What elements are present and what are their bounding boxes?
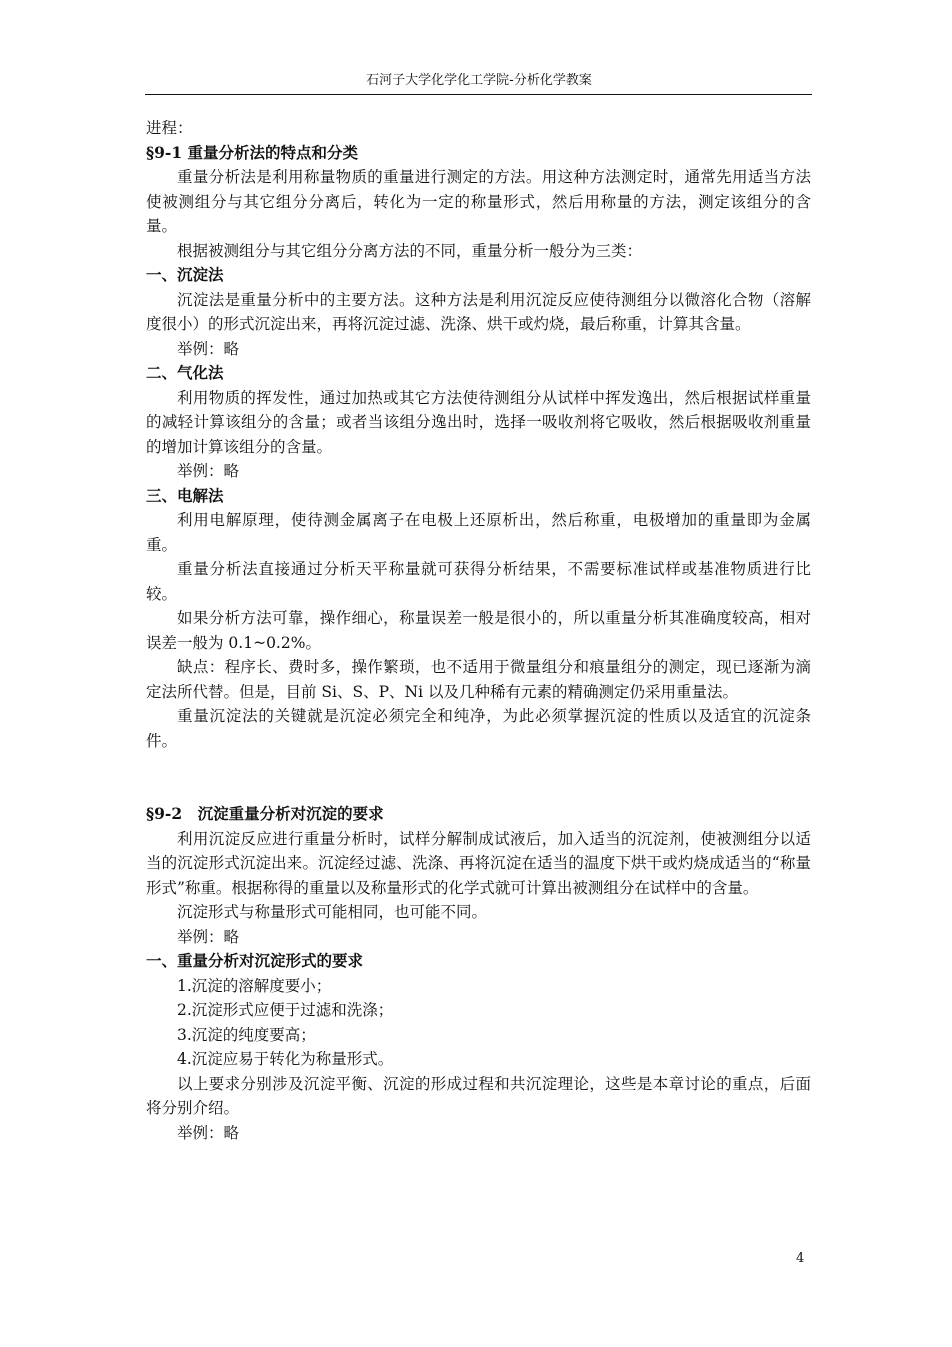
- paragraph: 根据被测组分与其它组分分离方法的不同，重量分析一般分为三类：: [177, 241, 643, 260]
- list-item: 1.沉淀的溶解度要小；: [177, 976, 332, 995]
- page-number: 4: [796, 1251, 805, 1266]
- paragraph: 利用沉淀反应进行重量分析时，试样分解制成试液后，加入适当的沉淀剂，使被测组分以适当的沉淀形式沉淀出来。沉淀经过滤、洗涤、再将沉淀在适当的温度下烘干或灼烧成适当的“称量形式”称重。根据称得的重量以及称量形式的化学式就可计算出被测组分在试样中的含量。: [146, 829, 811, 897]
- method-electrolysis-heading: 三、电解法: [146, 485, 224, 505]
- list-item: 2.沉淀形式应便于过滤和洗涤；: [177, 1001, 394, 1019]
- paragraph: 利用电解原理，使待测金属离子在电极上还原析出，然后称重，电极增加的重量即为金属重。: [146, 511, 811, 554]
- example-note: 举例：略: [177, 927, 240, 946]
- intro-text: 进程：: [146, 119, 193, 137]
- method-volatilization-heading: 二、气化法: [146, 363, 224, 382]
- section-9-2-heading: §9-2 沉淀重量分析对沉淀的要求: [146, 804, 384, 823]
- header-rule: [145, 94, 812, 95]
- section-9-1-heading: §9-1 重量分析法的特点和分类: [146, 142, 359, 162]
- page-header: 石河子大学化学化工学院-分析化学教案: [366, 73, 592, 88]
- document-body: [146, 116, 811, 1145]
- method-precipitation-heading: 一、沉淀法: [146, 265, 224, 284]
- paragraph: 沉淀法是重量分析中的主要方法。这种方法是利用沉淀反应使待测组分以微溶化合物（溶解度很小）的形式沉淀出来，再将沉淀过滤、洗涤、烘干或灼烧，最后称重，计算其含量。: [146, 290, 811, 333]
- paragraph: 如果分析方法可靠，操作细心，称量误差一般是很小的，所以重量分析其准确度较高，相对误差一般为 0.1~0.2%。: [146, 609, 811, 652]
- paragraph: 重量沉淀法的关键就是沉淀必须完全和纯净，为此必须掌握沉淀的性质以及适宜的沉淀条件。: [146, 707, 811, 750]
- paragraph: 以上要求分别涉及沉淀平衡、沉淀的形成过程和共沉淀理论，这些是本章讨论的重点，后面将分别介绍。: [146, 1074, 811, 1117]
- requirements-heading: 一、重量分析对沉淀形式的要求: [146, 951, 364, 970]
- example-note: 举例：略: [177, 462, 240, 480]
- list-item: 4.沉淀应易于转化为称量形式。: [177, 1050, 394, 1068]
- example-note: 举例：略: [177, 1123, 240, 1142]
- section-spacer: [146, 753, 811, 802]
- example-note: 举例：略: [177, 339, 240, 358]
- paragraph: 重量分析法是利用称量物质的重量进行测定的方法。用这种方法测定时，通常先用适当方法使被测组分与其它组分分离后，转化为一定的称量形式，然后用称量的方法，测定该组分的含量。: [146, 168, 811, 235]
- paragraph: 重量分析法直接通过分析天平称量就可获得分析结果，不需要标准试样或基准物质进行比较。: [146, 560, 811, 603]
- paragraph: 缺点：程序长、费时多，操作繁琐，也不适用于微量组分和痕量组分的测定，现已逐渐为滴定法所代替。但是，目前 Si、S、P、Ni 以及几种稀有元素的精确测定仍采用重量法。: [146, 658, 811, 701]
- paragraph: 沉淀形式与称量形式可能相同，也可能不同。: [177, 903, 488, 921]
- list-item: 3.沉淀的纯度要高；: [177, 1025, 316, 1044]
- paragraph: 利用物质的挥发性，通过加热或其它方法使待测组分从试样中挥发逸出，然后根据试样重量的减轻计算该组分的含量；或者当该组分逸出时，选择一吸收剂将它吸收，然后根据吸收剂重量的增加计算该组分的含量。: [146, 388, 811, 456]
